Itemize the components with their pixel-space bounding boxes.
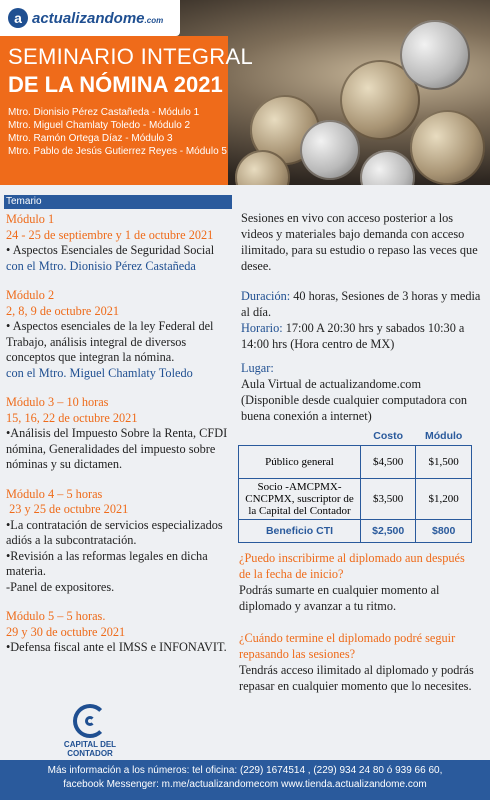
- table-row: [239, 479, 472, 520]
- mentor-item: Mtro. Miguel Chamlaty Toledo - Módulo 2: [8, 120, 191, 131]
- col-cost: Costo: [373, 430, 404, 442]
- module-dates: 24 - 25 de septiembre y 1 de octubre 2021: [6, 227, 214, 242]
- row-label: Socio -AMCPMX-CNCPMX, suscriptor de la Capital del Contador: [239, 479, 361, 520]
- coin-image: [410, 110, 485, 185]
- module-body: • Aspectos Esenciales de Seguridad Social: [6, 243, 215, 257]
- row-cost: $3,500: [361, 479, 416, 520]
- col-module: Módulo: [425, 430, 463, 442]
- module-title: Módulo 3 – 10 horas: [6, 395, 109, 409]
- place-label: Lugar:: [241, 361, 274, 375]
- contact-footer: [0, 760, 490, 800]
- coin-image: [400, 20, 470, 90]
- module-dates: 2, 8, 9 de octubre 2021: [6, 303, 120, 318]
- module-body: • Aspectos esenciales de la ley Federal del Trabajo, análisis integral de diversos conceptos que integran la nómina.: [6, 319, 214, 364]
- schedule-text: Horario: 17:00 A 20:30 hrs y sabados 10:30 a 14:00 hrs (Hora centro de MX): [241, 321, 465, 351]
- module-dates: 23 y 25 de octubre 2021: [6, 502, 129, 516]
- pricing-table: [238, 427, 472, 543]
- title-line-1: SEMINARIO INTEGRAL: [8, 44, 253, 69]
- module-instructor: con el Mtro. Miguel Chamlaty Toledo: [6, 365, 193, 380]
- module-body: -Panel de expositores.: [6, 579, 115, 594]
- brand-mark-icon: a: [8, 8, 28, 28]
- temario-label: Temario: [6, 196, 42, 207]
- coin-image: [360, 150, 415, 185]
- module-2: [6, 288, 234, 381]
- mentor-item: Mtro. Pablo de Jesús Gutierrez Reyes - Módulo 5: [8, 146, 227, 157]
- title-line-2: DE LA NÓMINA 2021: [8, 72, 223, 97]
- module-4: [6, 487, 234, 596]
- table-row-cti: [239, 520, 472, 543]
- module-5: [6, 609, 234, 656]
- module-title: Módulo 4 – 5 horas: [6, 486, 103, 501]
- module-instructor: con el Mtro. Dionisio Pérez Castañeda: [6, 258, 196, 273]
- module-title: Módulo 1: [6, 212, 55, 226]
- footer-line-2[interactable]: facebook Messenger: m.me/actualizandomecom www.tienda.actualizandome.com: [63, 779, 427, 790]
- module-body: •La contratación de servicios especializados adiós a la subcontratación.: [6, 517, 223, 547]
- row-label: Beneficio CTI: [239, 520, 361, 543]
- mentor-item: Mtro. Ramón Ortega Díaz - Módulo 3: [8, 133, 173, 144]
- module-title: Módulo 2: [6, 288, 55, 302]
- faq-answer: Podrás sumarte en cualquier momento al diplomado y avanzar a tu ritmo.: [239, 583, 440, 613]
- row-cost: $4,500: [361, 446, 416, 479]
- sessions-text: Sesiones en vivo con acceso posterior a los videos y materiales bajo demanda con acceso ilimitado, para su estudio o repaso las veces que desee.: [241, 211, 478, 273]
- brand-name: actualizandome.com: [32, 9, 164, 27]
- course-info: [241, 210, 481, 424]
- duration-text: Duración: 40 horas, Sesiones de 3 horas y media al día.: [241, 289, 481, 319]
- module-body: •Análisis del Impuesto Sobre la Renta, CFDI nómina, Generalidades del impuesto sobre nóminas y su dictamen.: [6, 426, 228, 471]
- row-module: $800: [416, 520, 472, 543]
- row-label: Público general: [239, 446, 361, 479]
- module-title: Módulo 5 – 5 horas.: [6, 609, 106, 623]
- faq-question: ¿Puedo inscribirme al diplomado aun después de la fecha de inicio?: [239, 551, 465, 581]
- mentor-list: [8, 106, 227, 158]
- capital-contador-logo: [60, 704, 120, 758]
- row-module: $1,500: [416, 446, 472, 479]
- mentor-item: Mtro. Dionisio Pérez Castañeda - Módulo 1: [8, 107, 200, 118]
- capital-contador-icon: [73, 704, 107, 738]
- row-cost: $2,500: [361, 520, 416, 543]
- footer-line-1: Más información a los números: tel oficina: (229) 1674514 , (229) 934 24 80 ó 939 66 60,: [47, 765, 443, 776]
- module-body: •Revisión a las reformas legales en dicha materia.: [6, 548, 208, 578]
- module-dates: 29 y 30 de octubre 2021: [6, 624, 126, 639]
- faq-section: [239, 550, 479, 694]
- coin-image: [300, 120, 360, 180]
- module-dates: 15, 16, 22 de octubre 2021: [6, 410, 138, 425]
- brand-logo[interactable]: [0, 0, 180, 36]
- module-3: [6, 395, 234, 473]
- faq-question: ¿Cuándo termine el diplomado podré seguir repasando las sesiones?: [239, 631, 456, 661]
- capital-contador-text: CAPITAL DEL CONTADOR: [63, 740, 117, 758]
- table-row: [239, 446, 472, 479]
- module-body: •Defensa fiscal ante el IMSS e INFONAVIT.: [6, 640, 227, 654]
- row-module: $1,200: [416, 479, 472, 520]
- module-1: [6, 212, 234, 274]
- module-list: [6, 212, 234, 670]
- place-text: Aula Virtual de actualizandome.com (Disponible desde cualquier computadora con buena conexión a internet): [241, 377, 468, 423]
- faq-answer: Tendrás acceso ilimitado al diplomado y podrás repasar en cualquier momento que lo necesites.: [239, 663, 474, 693]
